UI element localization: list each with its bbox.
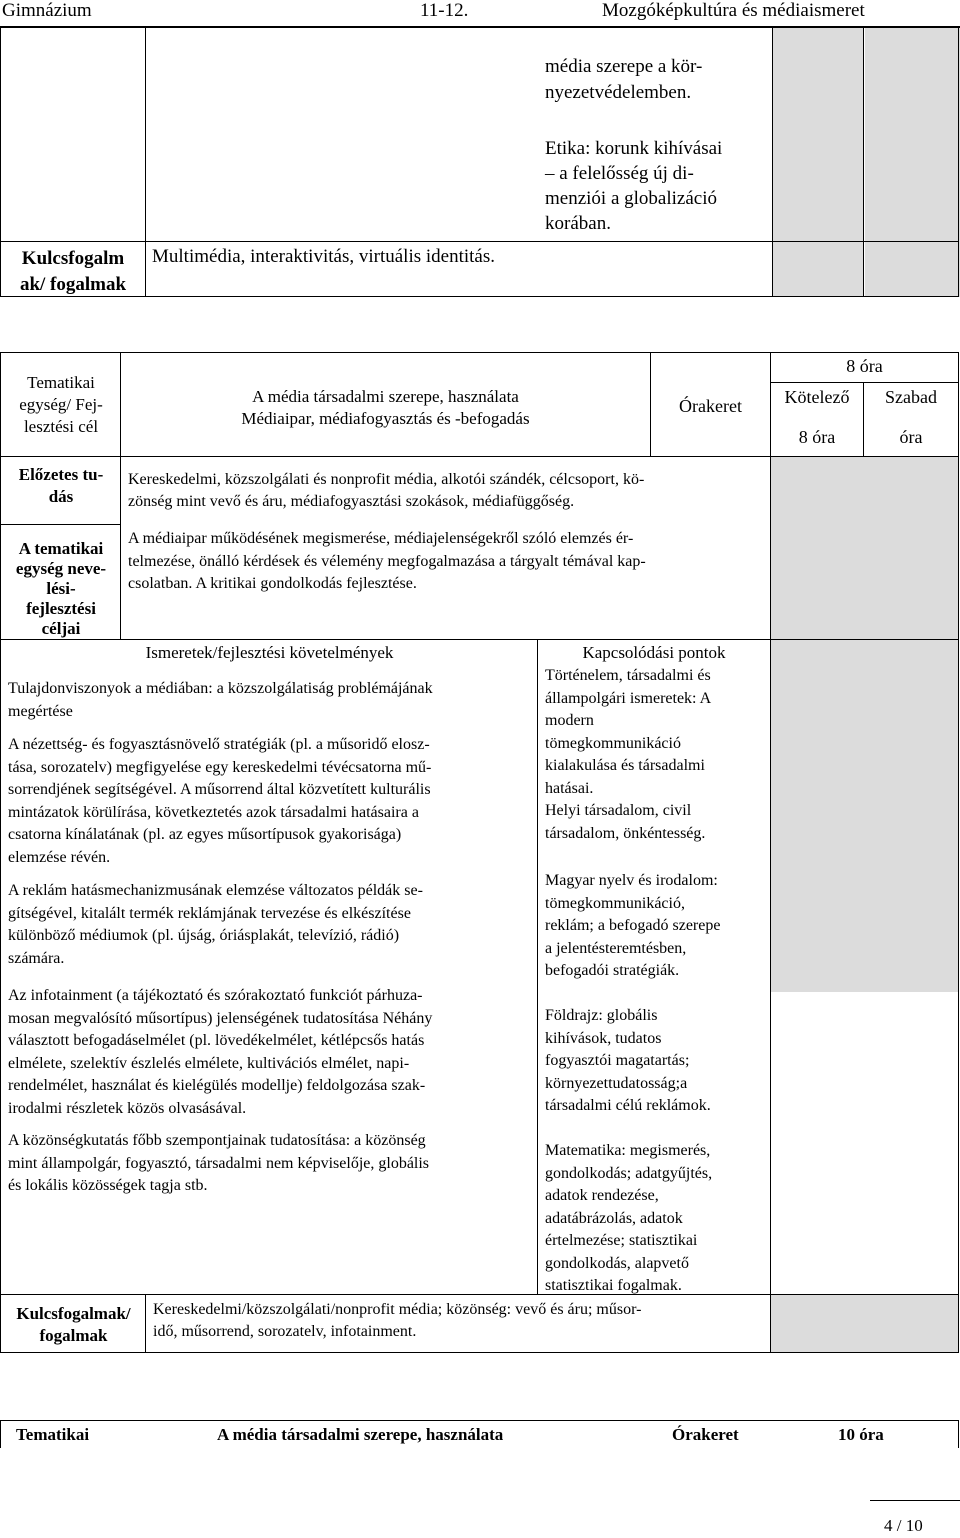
footer-rule xyxy=(870,1500,960,1501)
header-grade: 11-12. xyxy=(420,0,469,21)
next-unit-hours-label: Órakeret xyxy=(672,1425,739,1444)
mandatory-hours: 8 óra xyxy=(798,427,836,447)
requirement-item: A nézettség- és fogyasztásnövelő stratégiák (pl. a műsoridő elosz- tása, sorozatelv) megfigyelése egy kereskedelmi tévécsatorna mű- sorrendjének segítségével. A műsorrend által közvetített kulturális mintázatok körülírása, következtetés azok társadalmi hatásaira a csatorna kínálatának (pl. az egyes műsortípusok gyakorisága) elemzése révén. xyxy=(8,736,432,866)
hours-label: Órakeret xyxy=(679,396,742,416)
connection-item: Földrajz: globális kihívások, tudatos fogyasztói magatartás; környezettudatosság;a társadalmi célú reklámok. xyxy=(545,1007,711,1114)
next-unit-label: Tematikai xyxy=(16,1425,90,1444)
prior-knowledge-label: Előzetes tu- dás xyxy=(18,465,104,506)
goals-label: A tematikai egység neve- lési- fejlesztési céljai xyxy=(15,539,107,638)
key-concepts-label: Kulcsfogalmak/ fogalmak xyxy=(16,1304,131,1345)
requirement-item: A reklám hatásmechanizmusának elemzése változatos példák se- gítségével, kitalált termék reklámjának tervezése és elkészítése különböző médiumok (pl. újság, óriásplakát, televízió, rádió) számára. xyxy=(8,882,423,967)
key-concepts-text: Multimédia, interaktivitás, virtuális identitás. xyxy=(152,246,495,267)
header-school: Gimnázium xyxy=(2,0,92,21)
connection-item: Magyar nyelv és irodalom: tömegkommunikáció, reklám; a befogadó szerepe a jelentésteremtésben, befogadói stratégiák. xyxy=(545,872,721,979)
connection-text-cont: média szerepe a kör- nyezetvédelemben. xyxy=(545,56,703,103)
key-concepts-label: Kulcsfogalm ak/ fogalmak xyxy=(19,248,127,295)
unit-subtitle: Médiaipar, médiafogyasztás és -befogadás xyxy=(241,409,530,428)
grey-column xyxy=(770,1294,958,1352)
hours-total: 8 óra xyxy=(846,356,883,376)
prior-knowledge-text: Kereskedelmi, közszolgálati és nonprofit média, alkotói szándék, célcsoport, kö- zönség mint vevő és áru, médiafogyasztási szokások, médiafüggőség. xyxy=(128,471,645,510)
grey-column xyxy=(770,456,958,992)
header-subject: Mozgóképkultúra és médiaismeret xyxy=(602,0,865,21)
connection-item: Matematika: megismerés, gondolkodás; adatgyűjtés, adatok rendezése, adatábrázolás, adatok értelmezése; statisztikai gondolkodás, alapvető statisztikai fogalmak. xyxy=(545,1142,713,1294)
connection-text-ethics: Etika: korunk kihívásai – a felelősség új di- menziói a globalizáció korában. xyxy=(545,138,723,234)
unit-title: A média társadalmi szerepe, használata xyxy=(252,387,519,406)
free-hours: óra xyxy=(899,427,923,447)
connection-item: Történelem, társadalmi és állampolgári ismeretek: A modern tömegkommunikáció kialakulása és társadalmi hatásai. Helyi társadalom, civil társadalom, önkéntesség. xyxy=(545,667,712,842)
requirement-item: Tulajdonviszonyok a médiában: a közszolgálatiság problémájának megértése xyxy=(8,680,433,720)
requirement-item: Az infotainment (a tájékoztató és szórakoztató funkciót párhuza- mosan megvalósító műsortípus) jelenségének tudatosítása Néhány választott befogadáselmélet (pl. lövedékelmélet, kétlépcsős hatás elmélete, szelektív észlelés elmélete, kultivációs elmélet, napi- rendelmélet, használat és kielégülés modellje) feldolgozása szak- irodalmi részletek közös olvasásával. xyxy=(8,987,433,1117)
goals-text: A médiaipar működésének megismerése, médiajelenségekről szóló elemzés ér- telmezése, önálló kérdések és vélemény megfogalmazása a tárgyalt témával kap- csolatban. A kritikai gondolkodás fejlesztése. xyxy=(128,530,646,592)
free-label: Szabad xyxy=(885,387,937,407)
grey-column xyxy=(773,28,863,297)
unit-label: Tematikai egység/ Fej- lesztési cél xyxy=(19,373,103,436)
mandatory-label: Kötelező xyxy=(784,387,850,407)
grey-column xyxy=(865,28,960,297)
requirements-header: Ismeretek/fejlesztési követelmények xyxy=(145,643,394,662)
page-number: 4 / 10 xyxy=(884,1516,923,1535)
requirement-item: A közönségkutatás főbb szempontjainak tudatosítása: a közönség mint állampolgár, fogyasztó, társadalmi nem képviselője, globális és lokális közösségek tagja stb. xyxy=(8,1132,430,1194)
next-unit-hours: 10 óra xyxy=(838,1425,884,1444)
key-concepts-text: Kereskedelmi/közszolgálati/nonprofit média; közönség: vevő és áru; műsor- idő, műsorrend, sorozatelv, infotainment. xyxy=(153,1301,642,1340)
next-unit-title: A média társadalmi szerepe, használata xyxy=(217,1425,504,1444)
connections-header: Kapcsolódási pontok xyxy=(582,643,726,662)
